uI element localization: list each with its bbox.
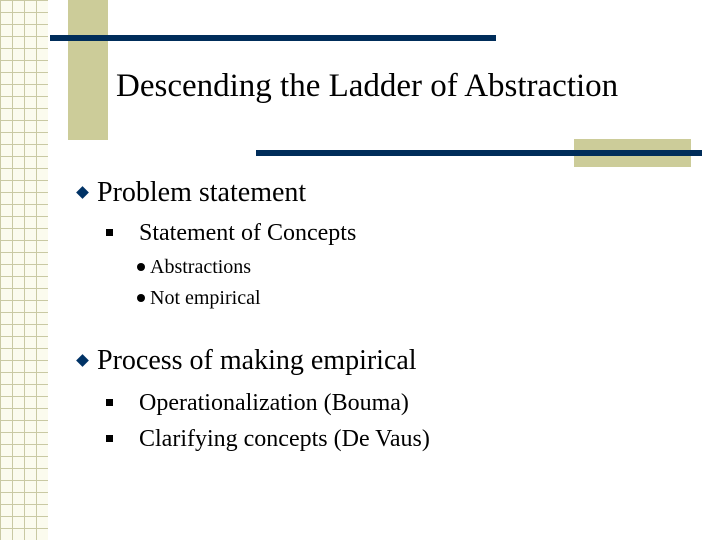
dot-bullet-icon	[137, 263, 145, 271]
sub-bullet-operationalization	[106, 390, 409, 417]
sub-sub-bullet-not-empirical	[137, 287, 261, 310]
bullet-text: Process of making empirical	[97, 345, 417, 376]
sub-bullet-statement-of-concepts	[106, 220, 356, 247]
sub-sub-bullet-text: Not empirical	[150, 287, 261, 309]
decorative-line-bottom	[256, 150, 702, 156]
square-bullet-icon	[106, 229, 113, 236]
diamond-bullet-icon	[76, 186, 89, 199]
sub-sub-bullet-text: Abstractions	[150, 256, 252, 278]
bullet-problem-statement	[78, 177, 306, 209]
sub-bullet-text: Operationalization (Bouma)	[139, 390, 409, 416]
decorative-grid-strip	[0, 0, 50, 540]
decorative-block-top	[68, 0, 108, 140]
slide-title: Descending the Ladder of Abstraction	[116, 68, 619, 104]
dot-bullet-icon	[137, 294, 145, 302]
decorative-line-top	[50, 35, 496, 41]
sub-sub-bullet-abstractions	[137, 256, 251, 279]
square-bullet-icon	[106, 435, 113, 442]
diamond-bullet-icon	[76, 354, 89, 367]
sub-bullet-clarifying-concepts	[106, 426, 430, 453]
sub-bullet-text: Statement of Concepts	[139, 220, 357, 246]
sub-bullet-text: Clarifying concepts (De Vaus)	[139, 426, 430, 452]
square-bullet-icon	[106, 399, 113, 406]
bullet-process-of-making-empirical	[78, 345, 417, 377]
bullet-text: Problem statement	[97, 177, 307, 208]
